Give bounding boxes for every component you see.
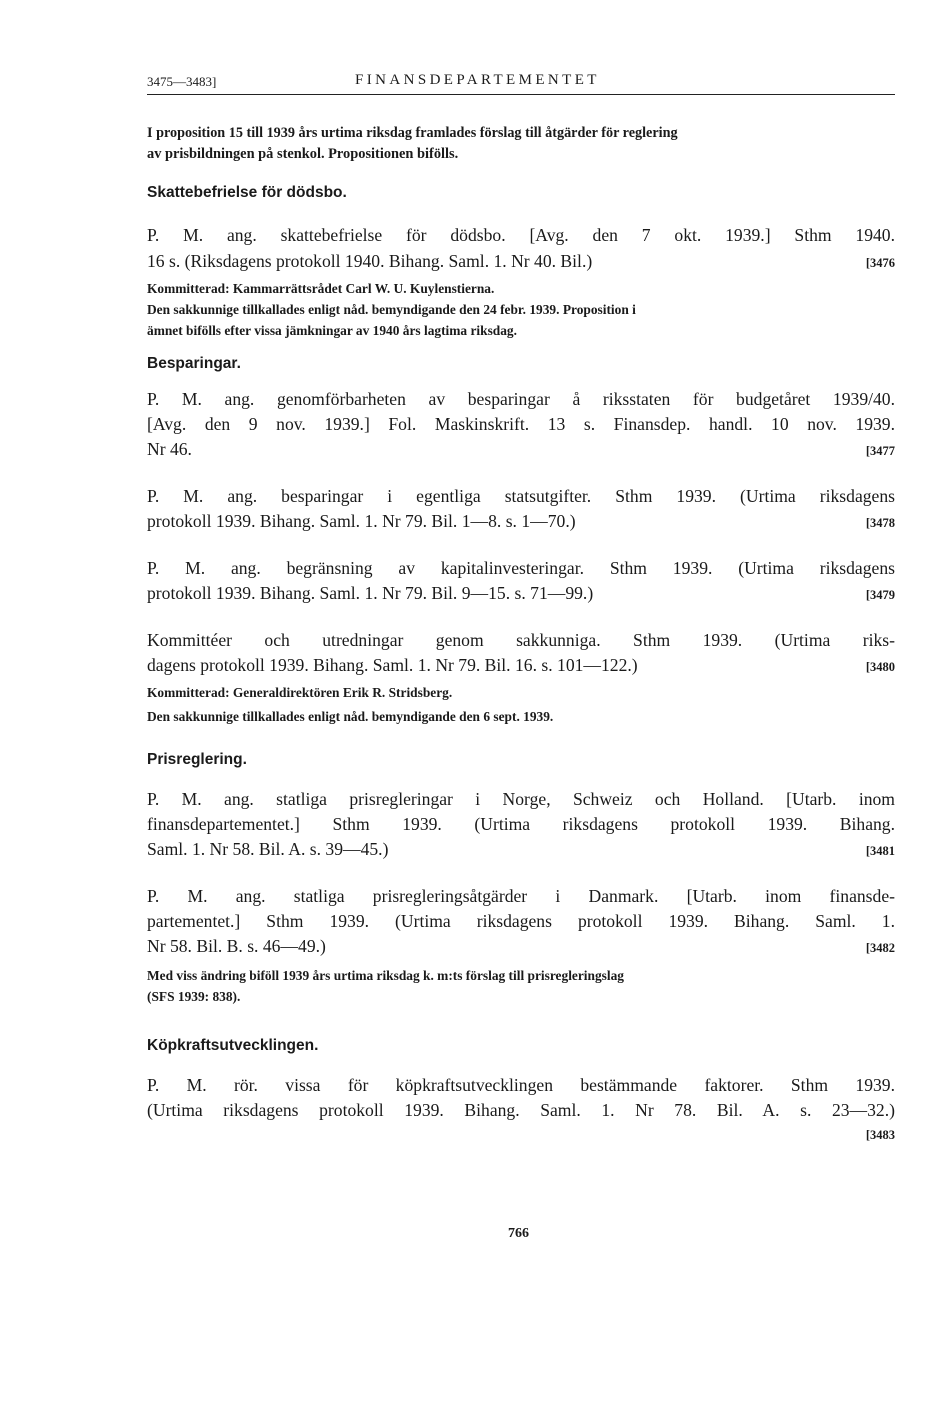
entry-3477	[147, 387, 895, 464]
entry-3479-line-1: P. M. ang. begränsning av kapitalinvesteringar. Sthm 1939. (Urtima riksdagens	[147, 558, 895, 578]
entry-3480-committee: Kommitterad: Generaldirektören Erik R. Stridsberg.	[147, 685, 453, 700]
entry-3476-committee: Kommitterad: Kammarrättsrådet Carl W. U. Kuylenstierna.	[147, 281, 495, 296]
entry-3478-ref: [3478	[865, 516, 895, 530]
entry-3482-note-line-1: Med viss ändring biföll 1939 års urtima riksdag k. m:ts förslag till prisregleringslag	[147, 968, 624, 983]
intro-paragraph	[147, 123, 895, 165]
document-page	[147, 72, 895, 1148]
section-title-skattebefrielse: Skattebefrielse för dödsbo.	[147, 184, 347, 201]
entry-3482-ref: [3482	[865, 941, 895, 955]
intro-line-2: av prisbildningen på stenkol. Propositionen bifölls.	[147, 146, 459, 162]
entry-3476	[147, 222, 895, 341]
entry-3479-line-2: protokoll 1939. Bihang. Saml. 1. Nr 79. Bil. 9—15. s. 71—99.)	[147, 583, 594, 603]
entry-range: 3475—3483]	[147, 74, 217, 89]
entry-3476-line-1: P. M. ang. skattebefrielse för dödsbo. [Avg. den 7 okt. 1939.] Sthm 1940.	[147, 225, 895, 245]
entry-3477-line-1: P. M. ang. genomförbarheten av besparingar å riksstaten för budgetåret 1939/40.	[147, 389, 895, 409]
running-header	[147, 72, 895, 95]
entry-3481	[147, 787, 895, 864]
entry-3480-line-1: Kommittéer och utredningar genom sakkunniga. Sthm 1939. (Urtima riks-	[147, 630, 895, 650]
entry-3477-ref: [3477	[865, 444, 895, 458]
entry-3481-line-3: Saml. 1. Nr 58. Bil. A. s. 39—45.)	[147, 839, 389, 859]
entry-3482-line-1: P. M. ang. statliga prisregleringsåtgärder i Danmark. [Utarb. inom finansde-	[147, 886, 895, 906]
entry-3476-note-line-2: ämnet bifölls efter vissa jämkningar av 1940 års lagtima riksdag.	[147, 323, 517, 338]
department-title: FINANSDEPARTEMENTET	[355, 72, 600, 88]
entry-3483-line-2: (Urtima riksdagens protokoll 1939. Bihang. Saml. 1. Nr 78. Bil. A. s. 23—32.)	[147, 1100, 895, 1120]
entry-3481-line-1: P. M. ang. statliga prisregleringar i Norge, Schweiz och Holland. [Utarb. inom	[147, 789, 895, 809]
entry-3481-ref: [3481	[865, 844, 895, 858]
entry-3478-line-1: P. M. ang. besparingar i egentliga statsutgifter. Sthm 1939. (Urtima riksdagens	[147, 486, 895, 506]
entry-3477-line-3: Nr 46.	[147, 439, 192, 459]
section-title-prisreglering: Prisreglering.	[147, 751, 247, 768]
entry-3479	[147, 556, 895, 608]
entry-3482-line-2: partementet.] Sthm 1939. (Urtima riksdagens protokoll 1939. Bihang. Saml. 1.	[147, 911, 895, 931]
entry-3479-ref: [3479	[865, 588, 895, 602]
entry-3480-line-2: dagens protokoll 1939. Bihang. Saml. 1. Nr 79. Bil. 16. s. 101—122.)	[147, 655, 638, 675]
entry-3477-line-2: [Avg. den 9 nov. 1939.] Fol. Maskinskrift. 13 s. Finansdep. handl. 10 nov. 1939.	[147, 414, 895, 434]
entry-3480-ref: [3480	[865, 660, 895, 674]
entry-3480	[147, 628, 895, 727]
entry-3482-line-3: Nr 58. Bil. B. s. 46—49.)	[147, 936, 326, 956]
entry-3481-line-2: finansdepartementet.] Sthm 1939. (Urtima riksdagens protokoll 1939. Bihang.	[147, 814, 895, 834]
page-number: 766	[508, 1226, 529, 1241]
section-title-besparingar: Besparingar.	[147, 355, 241, 372]
entry-3480-note: Den sakkunnige tillkallades enligt nåd. bemyndigande den 6 sept. 1939.	[147, 709, 554, 724]
entry-3483-line-1: P. M. rör. vissa för köpkraftsutvecklingen bestämmande faktorer. Sthm 1939.	[147, 1075, 895, 1095]
section-title-kopkraftsutvecklingen: Köpkraftsutvecklingen.	[147, 1037, 319, 1054]
entry-3476-note-line-1: Den sakkunnige tillkallades enligt nåd. bemyndigande den 24 febr. 1939. Proposition i	[147, 302, 636, 317]
entry-3476-line-2: 16 s. (Riksdagens protokoll 1940. Bihang. Saml. 1. Nr 40. Bil.)	[147, 251, 593, 271]
entry-3478	[147, 484, 895, 536]
entry-3483	[147, 1073, 895, 1148]
intro-line-1: I proposition 15 till 1939 års urtima riksdag framlades förslag till åtgärder för reglering	[147, 125, 678, 141]
entry-3482-note-line-2: (SFS 1939: 838).	[147, 989, 241, 1004]
entry-3476-ref: [3476	[865, 256, 895, 270]
entry-3483-ref: [3483	[865, 1128, 895, 1142]
entry-3478-line-2: protokoll 1939. Bihang. Saml. 1. Nr 79. Bil. 1—8. s. 1—70.)	[147, 511, 576, 531]
entry-3482	[147, 884, 895, 1007]
